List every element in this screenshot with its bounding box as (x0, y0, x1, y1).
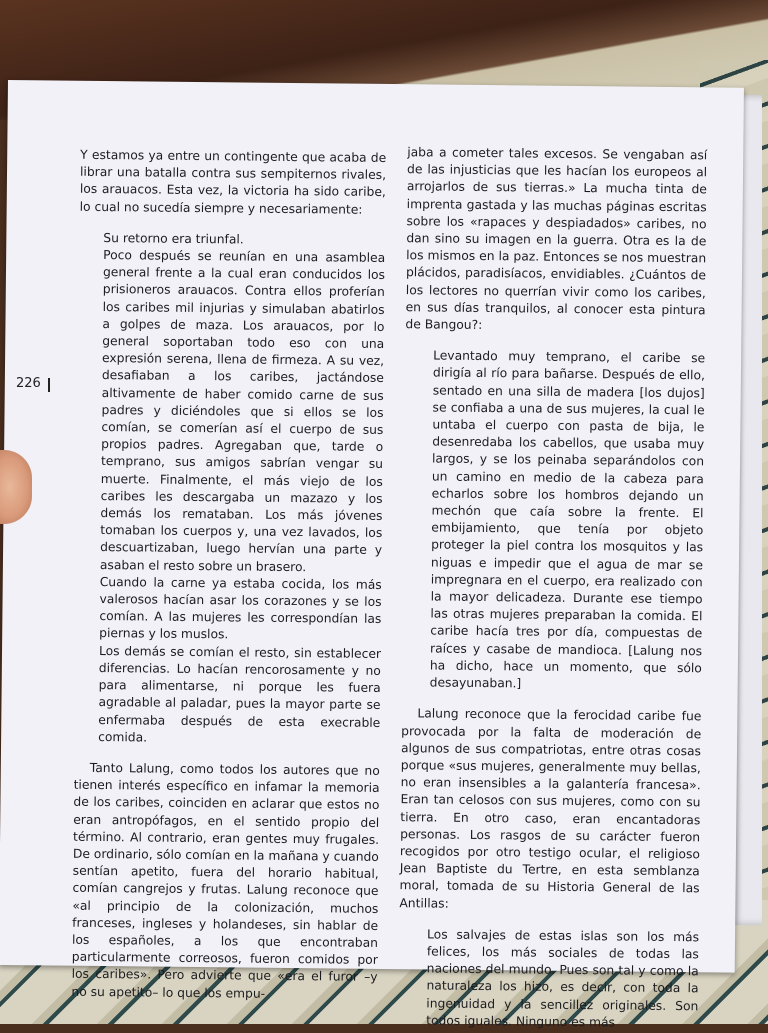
page-number: 226 (16, 376, 41, 391)
quote-paragraph: Los salvajes de estas islas son los más felices, los más sociales de todas las naciones del mundo. Pues son tal y como la naturaleza los hizo, es decir, con toda la ingenuidad y la sencillez originales. Son todos iguales. Ninguno es más (426, 927, 700, 1030)
right-column (398, 144, 707, 1032)
paragraph: Tanto Lalung, como todos los autores que no tienen interés específico en infamar la memoria de los caribes, coinciden en aclarar que estos no eran antropófagos, en el sentido propio del término. Al contrario, eran gentes muy frugales. De ordinario, sólo comían en la mañana y cuando sentían apetito, fuera del horario habitual, comían cangrejos y frutas. Lalung reconoce que «al principio de la colonización, muchos franceses, ingleses y holandeses, sin hablar de los españoles, a los que encontraban particularmente correosos, fueron comidos por los caribes». Pero advierte que «era el furor –y no su apetito– lo que los empu- (71, 760, 380, 1001)
quote-paragraph: Levantado muy temprano, el caribe se dirigía al río para bañarse. Después de ello, sentado en una silla de madera [los dujos] se confiaba a una de sus mujeres, la cual le untaba el cuerpo con pasta de bija, le desenredaba los cabellos, que usaba muy largos, y se los peinaba separándolos con un camino en medio de la cabeza para echarlos sobre los hombros dejando un mechón que caía sobre la frente. El embijamiento, que tenía por objeto proteger la piel contra los mosquitos y las niguas e impedir que el agua de mar se impregnara en el cuerpo, era realizado con la mayor delicadeza. Durante ese tiempo las otras mujeres preparaban la comida. El caribe hacía tres por día, compuestas de raíces y casabe de mandioca. [Lalung nos ha dicho, hace un momento, que sólo desayunaban.] (429, 348, 706, 691)
paragraph: Y estamos ya entre un contingente que acaba de librar una batalla contra sus sempiternos rivales, los arauacos. Esta vez, la victoria ha sido caribe, lo cual no sucedía siempre y necesariamente: (79, 147, 387, 217)
quote-paragraph: Los demás se comían el resto, sin establecer diferencias. Lo hacían rencorosamente y no para alimentarse, ni porque les fuera agradable al paladar, pues la mayor parte se enfermaba después de esta execrable comida. (98, 643, 382, 745)
quote-paragraph: Poco después se reunían en una asamblea general frente a la cual eran conducidos los prisioneros arauacos. Contra ellos proferían los caribes mil injurias y simulaban abatirlos a golpes de maza. Los arauacos, por lo general soportaban todo eso con una expresión serena, llena de firmeza. A su vez, desafiaban a los caribes, jactándose altivamente de haber comido carne de sus padres y diciéndoles que si ellos se los comían, se comerían así el cuerpo de sus propios padres. Agregaban que, tarde o temprano, sus amigos sabrían vengar su muerte. Finalmente, el más viejo de los caribes les descargaba un mazazo y los demás los remataban. Los más jóvenes tomaban los cuerpos y, una vez lavados, los descuartizaban, luego hervían una parte y asaban el resto sobre un brasero. (99, 248, 386, 574)
book-page (0, 80, 744, 1030)
quote-line: Su retorno era triunfal. (103, 230, 244, 247)
paragraph: Lalung reconoce que la ferocidad caribe fue provocada por la falta de moderación de algunos de sus compatriotas, entre otras cosas porque «sus mujeres, generalmente muy bellas, no eran insensibles a la galantería francesa». Eran tan celosos con sus mujeres, como con su tierra. En otro caso, eran encantadoras personas. Los rasgos de su carácter fueron recogidos por otro testigo ocular, el religioso Jean Baptiste du Tertre, en esta semblanza moral, tomada de su Historia General de las Antillas: (399, 706, 702, 911)
paragraph: jaba a cometer tales excesos. Se vengaban así de las injusticias que les hacían los europeos al arrojarlos de sus tierras.» La mucha tinta de imprenta gastada y las muchas páginas escritas sobre los «rapaces y despiadados» caribes, no dan sino su imagen en la guerra. Otra es la de los mismos en la paz. Entonces se nos muestran plácidos, paradisíacos, envidiables. ¿Cuántos de los lectores no querrían vivir como los caribes, en sus días tranquilos, al conocer esta pintura de Bangou?: (405, 145, 708, 333)
page-number-bar (48, 378, 50, 392)
quote-paragraph: Cuando la carne ya estaba cocida, los más valerosos hacían asar los corazones y se los comían. A las mujeres les correspondían las piernas y los muslos. (99, 574, 382, 642)
left-column (71, 147, 386, 1004)
